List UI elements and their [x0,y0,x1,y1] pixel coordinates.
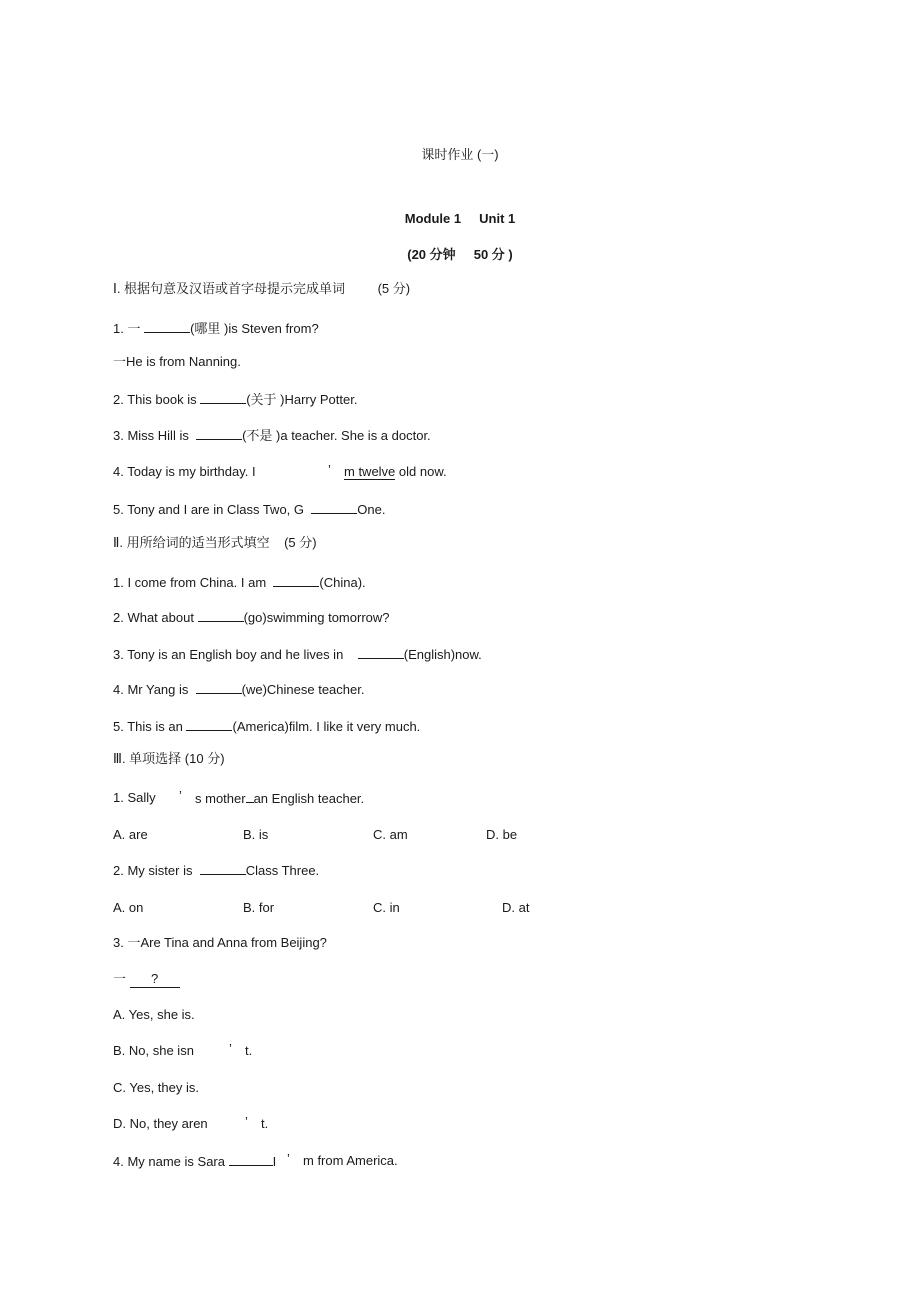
s3-q3-option-d-apostrophe: ’ [245,1114,248,1129]
s3-q1-option-a[interactable]: A. are [113,827,148,842]
worksheet-title: 课时作业 (一) [421,147,499,162]
answer-blank[interactable] [196,681,242,694]
s3-question-1: 1. Sally [113,790,156,805]
s3-q3-option-c[interactable]: C. Yes, they is. [113,1080,199,1095]
answer-blank[interactable] [246,790,254,803]
answer-blank[interactable] [196,427,242,440]
s1-question-4-apostrophe: ’ [328,462,331,477]
s1-question-2: 2. This book is (关于 )Harry Potter. [113,392,358,407]
s3-q3-option-d[interactable]: D. No, they aren [113,1116,208,1131]
s3-question-3: 3. 一Are Tina and Anna from Beijing? [113,935,327,950]
section-2-heading: Ⅱ. 用所给词的适当形式填空 (5 分) [113,535,317,550]
s3-q2-option-c[interactable]: C. in [373,900,400,915]
s3-q2-option-b[interactable]: B. for [243,900,275,915]
section-1-heading: Ⅰ. 根据句意及汉语或首字母提示完成单词 (5 分) [113,281,411,296]
time-score-line: (20 分钟 50 分 ) [407,247,513,262]
answer-blank[interactable] [200,391,246,404]
s3-q1-option-c[interactable]: C. am [373,827,408,842]
s3-q3-option-d-suffix: t. [261,1116,269,1131]
s3-question-4-apostrophe: ’ [287,1151,290,1166]
s3-q1-option-d[interactable]: D. be [486,827,518,842]
module-unit-heading: Module 1 Unit 1 [404,211,516,226]
s3-question-1-rest: s mother an English teacher. [195,791,365,806]
s1-question-4-rest: m twelve old now. [344,464,447,479]
s3-question-2: 2. My sister is Class Three. [113,863,320,878]
s1-question-5: 5. Tony and I are in Class Two, G One. [113,502,386,517]
s2-question-2: 2. What about (go)swimming tomorrow? [113,610,390,625]
answer-blank[interactable] [229,1153,273,1166]
s1-question-4: 4. Today is my birthday. I [113,464,256,479]
section-3-heading: Ⅲ. 单项选择 (10 分) [113,751,225,766]
s3-q3-option-b-suffix: t. [245,1043,253,1058]
s1-question-1-answer: 一He is from Nanning. [113,354,241,369]
s3-question-4: 4. My name is Sara I [113,1154,277,1169]
s1-question-3: 3. Miss Hill is (不是 )a teacher. She is a doctor. [113,428,431,443]
s2-question-3: 3. Tony is an English boy and he lives in (English)now. [113,647,482,662]
answer-blank[interactable] [311,501,357,514]
answer-blank[interactable] [273,574,319,587]
s3-q2-option-d[interactable]: D. at [502,900,530,915]
answer-blank[interactable] [200,862,246,875]
s3-q3-option-b-apostrophe: ’ [229,1041,232,1056]
s1-question-1: 1. 一 (哪里 )is Steven from? [113,321,319,336]
answer-blank[interactable]: ? [130,971,180,988]
answer-blank[interactable] [358,646,404,659]
s3-q1-option-b[interactable]: B. is [243,827,269,842]
s2-question-4: 4. Mr Yang is (we)Chinese teacher. [113,682,365,697]
answer-blank[interactable] [186,718,232,731]
s2-question-5: 5. This is an (America)film. I like it very much. [113,719,421,734]
s3-q2-option-a[interactable]: A. on [113,900,144,915]
answer-blank[interactable] [144,320,190,333]
answer-blank[interactable] [198,609,244,622]
s2-question-1: 1. I come from China. I am (China). [113,575,366,590]
s3-question-3-answer: 一 ? [113,971,180,988]
s3-q3-option-a[interactable]: A. Yes, she is. [113,1007,195,1022]
s3-question-1-apostrophe: ’ [179,788,182,803]
s3-question-4-rest: m from America. [303,1153,398,1168]
s3-q3-option-b[interactable]: B. No, she isn [113,1043,194,1058]
